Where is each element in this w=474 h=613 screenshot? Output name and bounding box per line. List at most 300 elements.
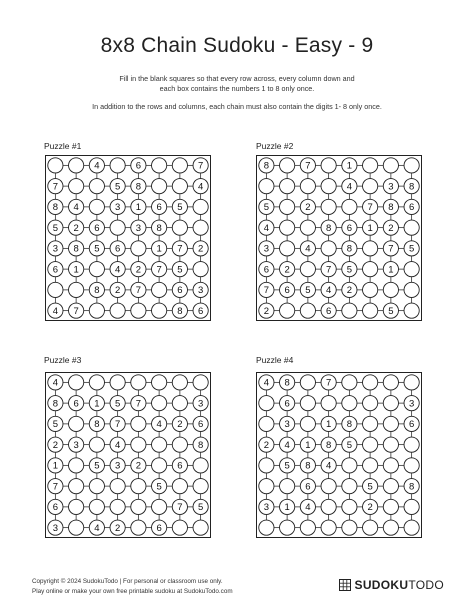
cell-8-1[interactable]	[259, 303, 274, 318]
cell-1-6[interactable]	[152, 375, 167, 390]
cell-1-8[interactable]	[193, 158, 208, 173]
cell-4-5[interactable]	[342, 220, 357, 235]
cell-2-6[interactable]	[363, 396, 378, 411]
cell-2-6[interactable]	[152, 179, 167, 194]
cell-2-3[interactable]	[89, 179, 104, 194]
cell-4-6[interactable]	[152, 220, 167, 235]
grid-border	[46, 156, 211, 321]
cell-4-6[interactable]	[152, 437, 167, 452]
cell-digit: 3	[263, 243, 270, 255]
cell-7-6[interactable]	[152, 499, 167, 514]
cell-8-6[interactable]	[363, 520, 378, 535]
cell-4-2[interactable]	[69, 437, 84, 452]
cell-2-8[interactable]	[404, 396, 419, 411]
cell-5-4[interactable]	[110, 458, 125, 473]
cell-3-1[interactable]	[48, 199, 63, 214]
cell-6-8[interactable]	[404, 262, 419, 277]
cell-2-7[interactable]	[383, 396, 398, 411]
cell-7-4[interactable]	[110, 282, 125, 297]
cell-1-7[interactable]	[172, 375, 187, 390]
cell-8-8[interactable]	[404, 303, 419, 318]
cell-digit: 5	[52, 419, 59, 431]
cell-6-6[interactable]	[363, 479, 378, 494]
cell-8-4[interactable]	[321, 303, 336, 318]
cell-1-6[interactable]	[152, 158, 167, 173]
cell-6-6[interactable]	[152, 262, 167, 277]
cell-2-1[interactable]	[48, 396, 63, 411]
cell-7-3[interactable]	[89, 499, 104, 514]
cell-4-7[interactable]	[383, 437, 398, 452]
cell-3-4[interactable]	[110, 416, 125, 431]
cell-circle	[363, 375, 378, 390]
cell-5-2[interactable]	[69, 241, 84, 256]
cell-1-1[interactable]	[48, 158, 63, 173]
cell-8-5[interactable]	[131, 520, 146, 535]
cell-8-7[interactable]	[383, 520, 398, 535]
cell-2-7[interactable]	[172, 396, 187, 411]
cell-3-1[interactable]	[259, 199, 274, 214]
cell-3-6[interactable]	[152, 416, 167, 431]
cell-6-5[interactable]	[131, 479, 146, 494]
cell-4-2[interactable]	[280, 220, 295, 235]
cell-7-2[interactable]	[69, 499, 84, 514]
cell-1-3[interactable]	[300, 375, 315, 390]
cell-7-2[interactable]	[69, 282, 84, 297]
cell-7-1[interactable]	[48, 499, 63, 514]
cell-7-5[interactable]	[131, 282, 146, 297]
cell-5-3[interactable]	[300, 241, 315, 256]
cell-digit: 8	[52, 398, 59, 410]
cell-6-7[interactable]	[172, 262, 187, 277]
cell-7-6[interactable]	[363, 282, 378, 297]
cell-1-2[interactable]	[69, 375, 84, 390]
cell-1-1[interactable]	[259, 158, 274, 173]
cell-digit: 8	[408, 181, 415, 193]
cell-6-2[interactable]	[69, 479, 84, 494]
cell-3-2[interactable]	[69, 199, 84, 214]
cell-5-8[interactable]	[193, 241, 208, 256]
cell-6-7[interactable]	[383, 479, 398, 494]
cell-3-3[interactable]	[300, 416, 315, 431]
cell-1-2[interactable]	[69, 158, 84, 173]
cell-3-6[interactable]	[363, 416, 378, 431]
cell-8-1[interactable]	[259, 520, 274, 535]
cell-7-6[interactable]	[152, 282, 167, 297]
cell-digit: 8	[388, 202, 394, 214]
cell-7-2[interactable]	[280, 499, 295, 514]
cell-3-2[interactable]	[69, 416, 84, 431]
cell-5-1[interactable]	[259, 241, 274, 256]
cell-6-5[interactable]	[131, 262, 146, 277]
cell-2-2[interactable]	[69, 179, 84, 194]
cell-5-8[interactable]	[404, 241, 419, 256]
cell-digit: 6	[284, 398, 290, 410]
cell-4-1[interactable]	[259, 437, 274, 452]
cell-3-3[interactable]	[89, 416, 104, 431]
puzzle-3-grid[interactable]	[45, 372, 211, 538]
cell-7-8[interactable]	[404, 499, 419, 514]
cell-4-8[interactable]	[193, 437, 208, 452]
cell-4-3[interactable]	[300, 220, 315, 235]
cell-5-8[interactable]	[193, 458, 208, 473]
cell-digit: 2	[114, 522, 121, 534]
cell-5-7[interactable]	[172, 458, 187, 473]
cell-8-4[interactable]	[110, 520, 125, 535]
cell-6-1[interactable]	[259, 479, 274, 494]
cell-6-7[interactable]	[172, 479, 187, 494]
cell-1-3[interactable]	[89, 158, 104, 173]
cell-7-8[interactable]	[404, 282, 419, 297]
cell-1-3[interactable]	[300, 158, 315, 173]
cell-3-7[interactable]	[172, 199, 187, 214]
cell-3-7[interactable]	[383, 416, 398, 431]
cell-1-3[interactable]	[89, 375, 104, 390]
cell-6-6[interactable]	[363, 262, 378, 277]
cell-2-3[interactable]	[89, 396, 104, 411]
cell-4-8[interactable]	[193, 220, 208, 235]
cell-4-7[interactable]	[383, 220, 398, 235]
cell-5-8[interactable]	[404, 458, 419, 473]
cell-5-5[interactable]	[342, 458, 357, 473]
cell-4-5[interactable]	[131, 437, 146, 452]
cell-digit: 8	[135, 181, 142, 193]
cell-5-6[interactable]	[363, 458, 378, 473]
cell-5-4[interactable]	[321, 241, 336, 256]
cell-8-7[interactable]	[172, 520, 187, 535]
cell-6-2[interactable]	[280, 479, 295, 494]
cell-1-6[interactable]	[363, 158, 378, 173]
cell-2-4[interactable]	[321, 396, 336, 411]
cell-circle	[383, 396, 398, 411]
cell-2-5[interactable]	[342, 179, 357, 194]
cell-2-1[interactable]	[259, 396, 274, 411]
cell-8-6[interactable]	[152, 303, 167, 318]
cell-digit: 3	[263, 502, 270, 514]
cell-2-5[interactable]	[342, 396, 357, 411]
cell-3-6[interactable]	[363, 199, 378, 214]
cell-2-2[interactable]	[280, 179, 295, 194]
cell-digit: 7	[177, 243, 183, 255]
cell-circle	[110, 220, 125, 235]
cell-2-4[interactable]	[110, 396, 125, 411]
cell-7-4[interactable]	[321, 499, 336, 514]
cell-digit: 8	[408, 481, 415, 493]
cell-1-5[interactable]	[131, 158, 146, 173]
cell-4-2[interactable]	[69, 220, 84, 235]
cell-6-7[interactable]	[383, 262, 398, 277]
cell-5-3[interactable]	[89, 241, 104, 256]
cell-3-7[interactable]	[383, 199, 398, 214]
cell-1-4[interactable]	[321, 158, 336, 173]
cell-4-8[interactable]	[404, 220, 419, 235]
cell-1-7[interactable]	[172, 158, 187, 173]
cell-1-5[interactable]	[342, 375, 357, 390]
cell-5-5[interactable]	[342, 241, 357, 256]
cell-2-7[interactable]	[383, 179, 398, 194]
cell-4-2[interactable]	[280, 437, 295, 452]
cell-6-4[interactable]	[110, 262, 125, 277]
cell-circle	[342, 199, 357, 214]
cell-4-3[interactable]	[300, 437, 315, 452]
cell-3-1[interactable]	[48, 416, 63, 431]
cell-6-1[interactable]	[48, 479, 63, 494]
cell-7-7[interactable]	[383, 282, 398, 297]
cell-3-4[interactable]	[321, 199, 336, 214]
cell-3-7[interactable]	[172, 416, 187, 431]
cell-1-5[interactable]	[131, 375, 146, 390]
cell-circle	[69, 479, 84, 494]
cell-1-7[interactable]	[383, 375, 398, 390]
cell-6-5[interactable]	[342, 262, 357, 277]
cell-8-2[interactable]	[69, 520, 84, 535]
cell-8-2[interactable]	[69, 303, 84, 318]
cell-5-3[interactable]	[89, 458, 104, 473]
cell-3-5[interactable]	[342, 199, 357, 214]
cell-3-4[interactable]	[110, 199, 125, 214]
cell-5-4[interactable]	[321, 458, 336, 473]
cell-7-3[interactable]	[300, 282, 315, 297]
cell-7-5[interactable]	[342, 499, 357, 514]
cell-4-3[interactable]	[89, 220, 104, 235]
cell-3-8[interactable]	[193, 199, 208, 214]
cell-3-5[interactable]	[131, 416, 146, 431]
cell-4-6[interactable]	[363, 220, 378, 235]
cell-7-1[interactable]	[259, 282, 274, 297]
cell-4-1[interactable]	[48, 437, 63, 452]
cell-7-5[interactable]	[131, 499, 146, 514]
cell-2-4[interactable]	[321, 179, 336, 194]
cell-6-4[interactable]	[321, 262, 336, 277]
cell-1-1[interactable]	[48, 375, 63, 390]
cell-5-3[interactable]	[300, 458, 315, 473]
cell-5-7[interactable]	[383, 458, 398, 473]
cell-8-8[interactable]	[404, 520, 419, 535]
cell-digit: 5	[408, 243, 415, 255]
cell-1-8[interactable]	[404, 158, 419, 173]
cell-6-1[interactable]	[48, 262, 63, 277]
cell-8-3[interactable]	[89, 520, 104, 535]
puzzle-svg	[256, 155, 422, 321]
cell-1-8[interactable]	[193, 375, 208, 390]
cell-1-5[interactable]	[342, 158, 357, 173]
cell-8-6[interactable]	[152, 520, 167, 535]
cell-3-3[interactable]	[89, 199, 104, 214]
cell-8-7[interactable]	[172, 303, 187, 318]
cell-4-7[interactable]	[172, 220, 187, 235]
cell-4-3[interactable]	[89, 437, 104, 452]
cell-5-1[interactable]	[48, 241, 63, 256]
cell-5-6[interactable]	[152, 241, 167, 256]
cell-1-8[interactable]	[404, 375, 419, 390]
cell-4-7[interactable]	[172, 437, 187, 452]
cell-8-1[interactable]	[48, 303, 63, 318]
cell-circle	[69, 375, 84, 390]
cell-8-7[interactable]	[383, 303, 398, 318]
cell-circle	[193, 458, 208, 473]
cell-6-4[interactable]	[321, 479, 336, 494]
cell-4-4[interactable]	[321, 437, 336, 452]
cell-2-6[interactable]	[152, 396, 167, 411]
cell-circle	[321, 179, 336, 194]
cell-8-4[interactable]	[321, 520, 336, 535]
cell-4-5[interactable]	[342, 437, 357, 452]
cell-3-8[interactable]	[404, 416, 419, 431]
cell-7-7[interactable]	[172, 499, 187, 514]
cell-7-7[interactable]	[172, 282, 187, 297]
cell-2-7[interactable]	[172, 179, 187, 194]
cell-4-6[interactable]	[363, 437, 378, 452]
cell-5-1[interactable]	[259, 458, 274, 473]
cell-8-6[interactable]	[363, 303, 378, 318]
cell-1-4[interactable]	[110, 375, 125, 390]
cell-3-1[interactable]	[259, 416, 274, 431]
cell-circle	[280, 158, 295, 173]
cell-circle	[131, 416, 146, 431]
cell-digit: 6	[135, 160, 142, 172]
cell-3-2[interactable]	[280, 199, 295, 214]
cell-8-8[interactable]	[193, 520, 208, 535]
cell-4-4[interactable]	[321, 220, 336, 235]
cell-circle	[131, 375, 146, 390]
cell-6-2[interactable]	[69, 262, 84, 277]
cell-2-8[interactable]	[193, 179, 208, 194]
cell-7-2[interactable]	[280, 282, 295, 297]
cell-5-7[interactable]	[383, 241, 398, 256]
cell-3-4[interactable]	[321, 416, 336, 431]
cell-4-5[interactable]	[131, 220, 146, 235]
cell-1-1[interactable]	[259, 375, 274, 390]
cell-7-1[interactable]	[259, 499, 274, 514]
cell-8-2[interactable]	[280, 520, 295, 535]
cell-4-1[interactable]	[259, 220, 274, 235]
cell-2-5[interactable]	[131, 179, 146, 194]
cell-7-4[interactable]	[110, 499, 125, 514]
cell-3-5[interactable]	[131, 199, 146, 214]
cell-6-3[interactable]	[300, 262, 315, 277]
cell-8-5[interactable]	[131, 303, 146, 318]
cell-1-4[interactable]	[110, 158, 125, 173]
cell-8-8[interactable]	[193, 303, 208, 318]
cell-8-5[interactable]	[342, 520, 357, 535]
cell-2-1[interactable]	[48, 179, 63, 194]
cell-3-6[interactable]	[152, 199, 167, 214]
cell-6-5[interactable]	[342, 479, 357, 494]
cell-3-2[interactable]	[280, 416, 295, 431]
cell-6-4[interactable]	[110, 479, 125, 494]
cell-4-4[interactable]	[110, 220, 125, 235]
cell-3-8[interactable]	[193, 416, 208, 431]
puzzle-4-grid[interactable]	[256, 372, 422, 538]
cell-6-6[interactable]	[152, 479, 167, 494]
cell-circle	[342, 499, 357, 514]
cell-7-8[interactable]	[193, 499, 208, 514]
cell-6-8[interactable]	[193, 479, 208, 494]
cell-6-1[interactable]	[259, 262, 274, 277]
cell-4-8[interactable]	[404, 437, 419, 452]
cell-6-3[interactable]	[300, 479, 315, 494]
cell-7-6[interactable]	[363, 499, 378, 514]
cell-4-1[interactable]	[48, 220, 63, 235]
cell-2-2[interactable]	[280, 396, 295, 411]
cell-1-7[interactable]	[383, 158, 398, 173]
cell-digit: 2	[197, 243, 204, 255]
cell-7-1[interactable]	[48, 282, 63, 297]
cell-8-4[interactable]	[110, 303, 125, 318]
cell-digit: 2	[263, 305, 270, 317]
cell-2-3[interactable]	[300, 396, 315, 411]
cell-8-2[interactable]	[280, 303, 295, 318]
cell-8-3[interactable]	[300, 303, 315, 318]
cell-4-4[interactable]	[110, 437, 125, 452]
cell-6-3[interactable]	[89, 479, 104, 494]
puzzle-1-grid[interactable]	[45, 155, 211, 321]
cell-5-5[interactable]	[131, 241, 146, 256]
cell-7-5[interactable]	[342, 282, 357, 297]
cell-7-7[interactable]	[383, 499, 398, 514]
cell-3-3[interactable]	[300, 199, 315, 214]
cell-7-4[interactable]	[321, 282, 336, 297]
cell-1-2[interactable]	[280, 158, 295, 173]
cell-2-1[interactable]	[259, 179, 274, 194]
cell-circle	[363, 241, 378, 256]
cell-5-2[interactable]	[280, 458, 295, 473]
cell-2-2[interactable]	[69, 396, 84, 411]
cell-5-2[interactable]	[69, 458, 84, 473]
cell-2-3[interactable]	[300, 179, 315, 194]
cell-2-5[interactable]	[131, 396, 146, 411]
puzzle-svg	[45, 155, 211, 321]
puzzle-2-grid[interactable]	[256, 155, 422, 321]
cell-5-6[interactable]	[152, 458, 167, 473]
cell-2-6[interactable]	[363, 179, 378, 194]
cell-6-8[interactable]	[404, 479, 419, 494]
cell-3-5[interactable]	[342, 416, 357, 431]
cell-7-8[interactable]	[193, 282, 208, 297]
cell-2-8[interactable]	[404, 179, 419, 194]
cell-5-5[interactable]	[131, 458, 146, 473]
cell-2-8[interactable]	[193, 396, 208, 411]
cell-digit: 5	[52, 222, 59, 234]
cell-5-1[interactable]	[48, 458, 63, 473]
cell-digit: 3	[114, 202, 121, 214]
cell-8-5[interactable]	[342, 303, 357, 318]
cell-6-2[interactable]	[280, 262, 295, 277]
cell-1-4[interactable]	[321, 375, 336, 390]
cell-digit: 5	[177, 264, 183, 276]
cell-2-4[interactable]	[110, 179, 125, 194]
cell-5-2[interactable]	[280, 241, 295, 256]
cell-5-7[interactable]	[172, 241, 187, 256]
cell-7-3[interactable]	[89, 282, 104, 297]
cell-8-3[interactable]	[300, 520, 315, 535]
cell-6-8[interactable]	[193, 262, 208, 277]
cell-1-2[interactable]	[280, 375, 295, 390]
cell-7-3[interactable]	[300, 499, 315, 514]
cell-digit: 2	[284, 264, 290, 276]
cell-digit: 7	[135, 285, 142, 297]
cell-digit: 6	[408, 419, 415, 431]
cell-8-1[interactable]	[48, 520, 63, 535]
cell-8-3[interactable]	[89, 303, 104, 318]
cell-digit: 6	[197, 305, 204, 317]
cell-5-4[interactable]	[110, 241, 125, 256]
cell-5-6[interactable]	[363, 241, 378, 256]
cell-digit: 5	[177, 202, 183, 214]
cell-3-8[interactable]	[404, 199, 419, 214]
cell-1-6[interactable]	[363, 375, 378, 390]
cell-circle	[342, 520, 357, 535]
cell-6-3[interactable]	[89, 262, 104, 277]
